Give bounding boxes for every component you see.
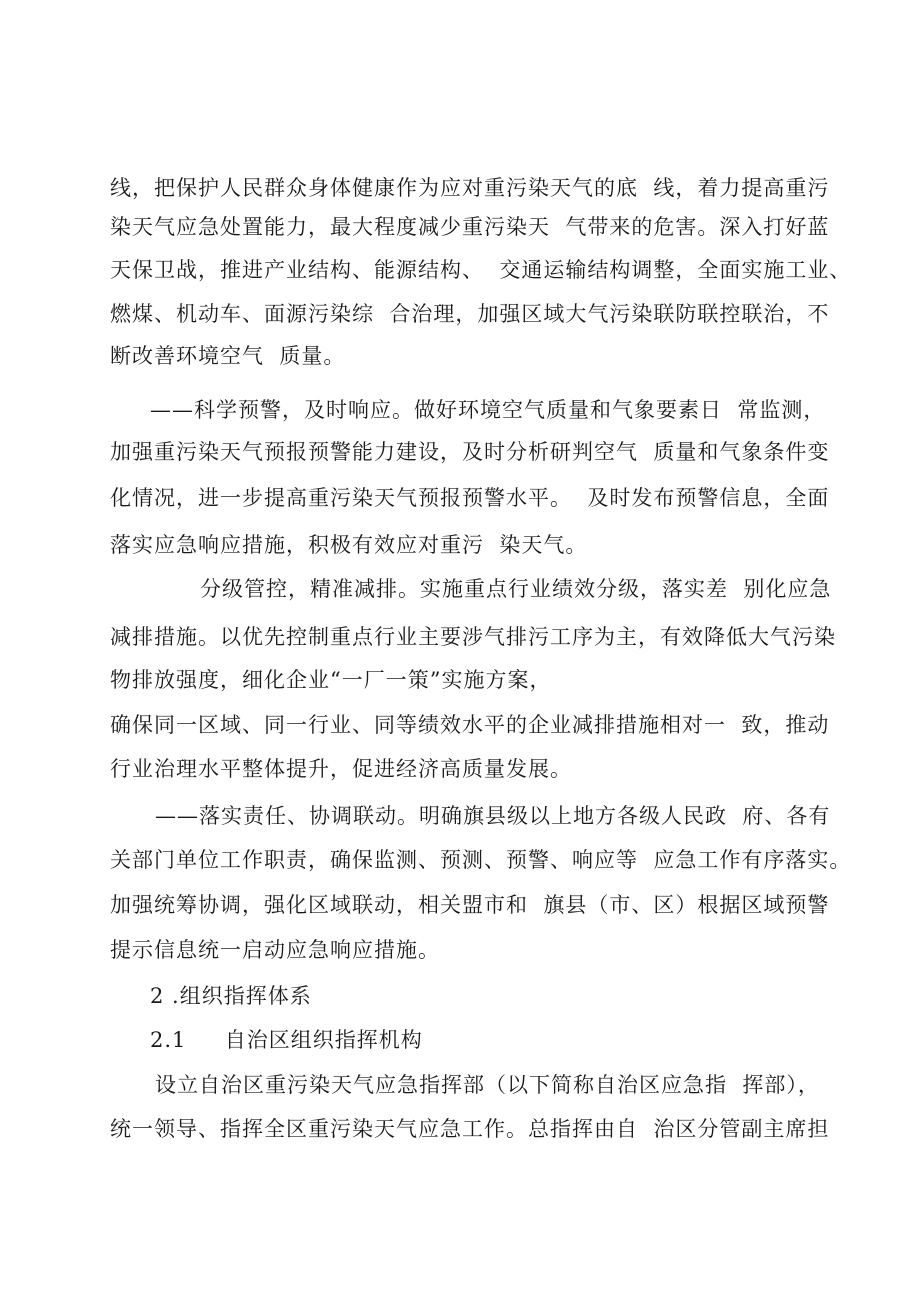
subsection-heading: 2.1 自治区组织指挥机构 (150, 1028, 423, 1052)
paragraph-line: ——落实责任、协调联动。明确旗县级以上地方各级人民政 府、各有 (155, 804, 831, 828)
paragraph-line: 落实应急响应措施，积极有效应对重污 染天气。 (110, 533, 588, 557)
paragraph-line: ——科学预警，及时响应。做好环境空气质量和气象要素日 常监测， (150, 398, 826, 422)
section-heading: 2 .组织指挥体系 (150, 984, 312, 1008)
paragraph-line: 加强重污染天气预报预警能力建设，及时分析研判空气 质量和气象条件变 (110, 440, 830, 464)
paragraph-line: 分级管控，精准减排。实施重点行业绩效分级，落实差 别化应急 (200, 577, 832, 601)
paragraph-line: 天保卫战，推进产业结构、能源结构、 交通运输结构调整，全面实施工业、 (110, 258, 852, 282)
paragraph-line: 关部门单位工作职责，确保监测、预测、预警、响应等 应急工作有序落实。 (110, 848, 852, 872)
paragraph-line: 统一领导、指挥全区重污染天气应急工作。总指挥由自 治区分管副主席担 (110, 1117, 830, 1141)
paragraph-line: 减排措施。以优先控制重点行业主要涉气排污工序为主，有效降低大气污染 (110, 625, 836, 649)
paragraph-line: 染天气应急处置能力，最大程度减少重污染天 气带来的危害。深入打好蓝 (110, 215, 830, 239)
paragraph-line: 设立自治区重污染天气应急指挥部（以下简称自治区应急指 挥部）， (155, 1073, 820, 1097)
paragraph-line: 确保同一区域、同一行业、同等绩效水平的企业减排措施相对一 致，推动 (110, 713, 830, 737)
paragraph-line: 化情况，进一步提高重污染天气预报预警水平。 及时发布预警信息，全面 (110, 486, 830, 510)
paragraph-line: 加强统筹协调，强化区域联动，相关盟市和 旗县（市、区）根据区域预警 (110, 893, 830, 917)
paragraph-line: 线，把保护人民群众身体健康作为应对重污染天气的底 线，着力提高重污 (110, 176, 830, 200)
paragraph-line: 燃煤、机动车、面源污染综 合治理，加强区域大气污染联防联控联治，不 (110, 302, 830, 326)
paragraph-line: 提示信息统一启动应急响应措施。 (110, 938, 440, 962)
paragraph-line: 断改善环境空气 质量。 (110, 344, 346, 368)
paragraph-line: 行业治理水平整体提升，促进经济高质量发展。 (110, 757, 572, 781)
paragraph-line: 物排放强度，细化企业“一厂一策”实施方案， (110, 668, 552, 692)
